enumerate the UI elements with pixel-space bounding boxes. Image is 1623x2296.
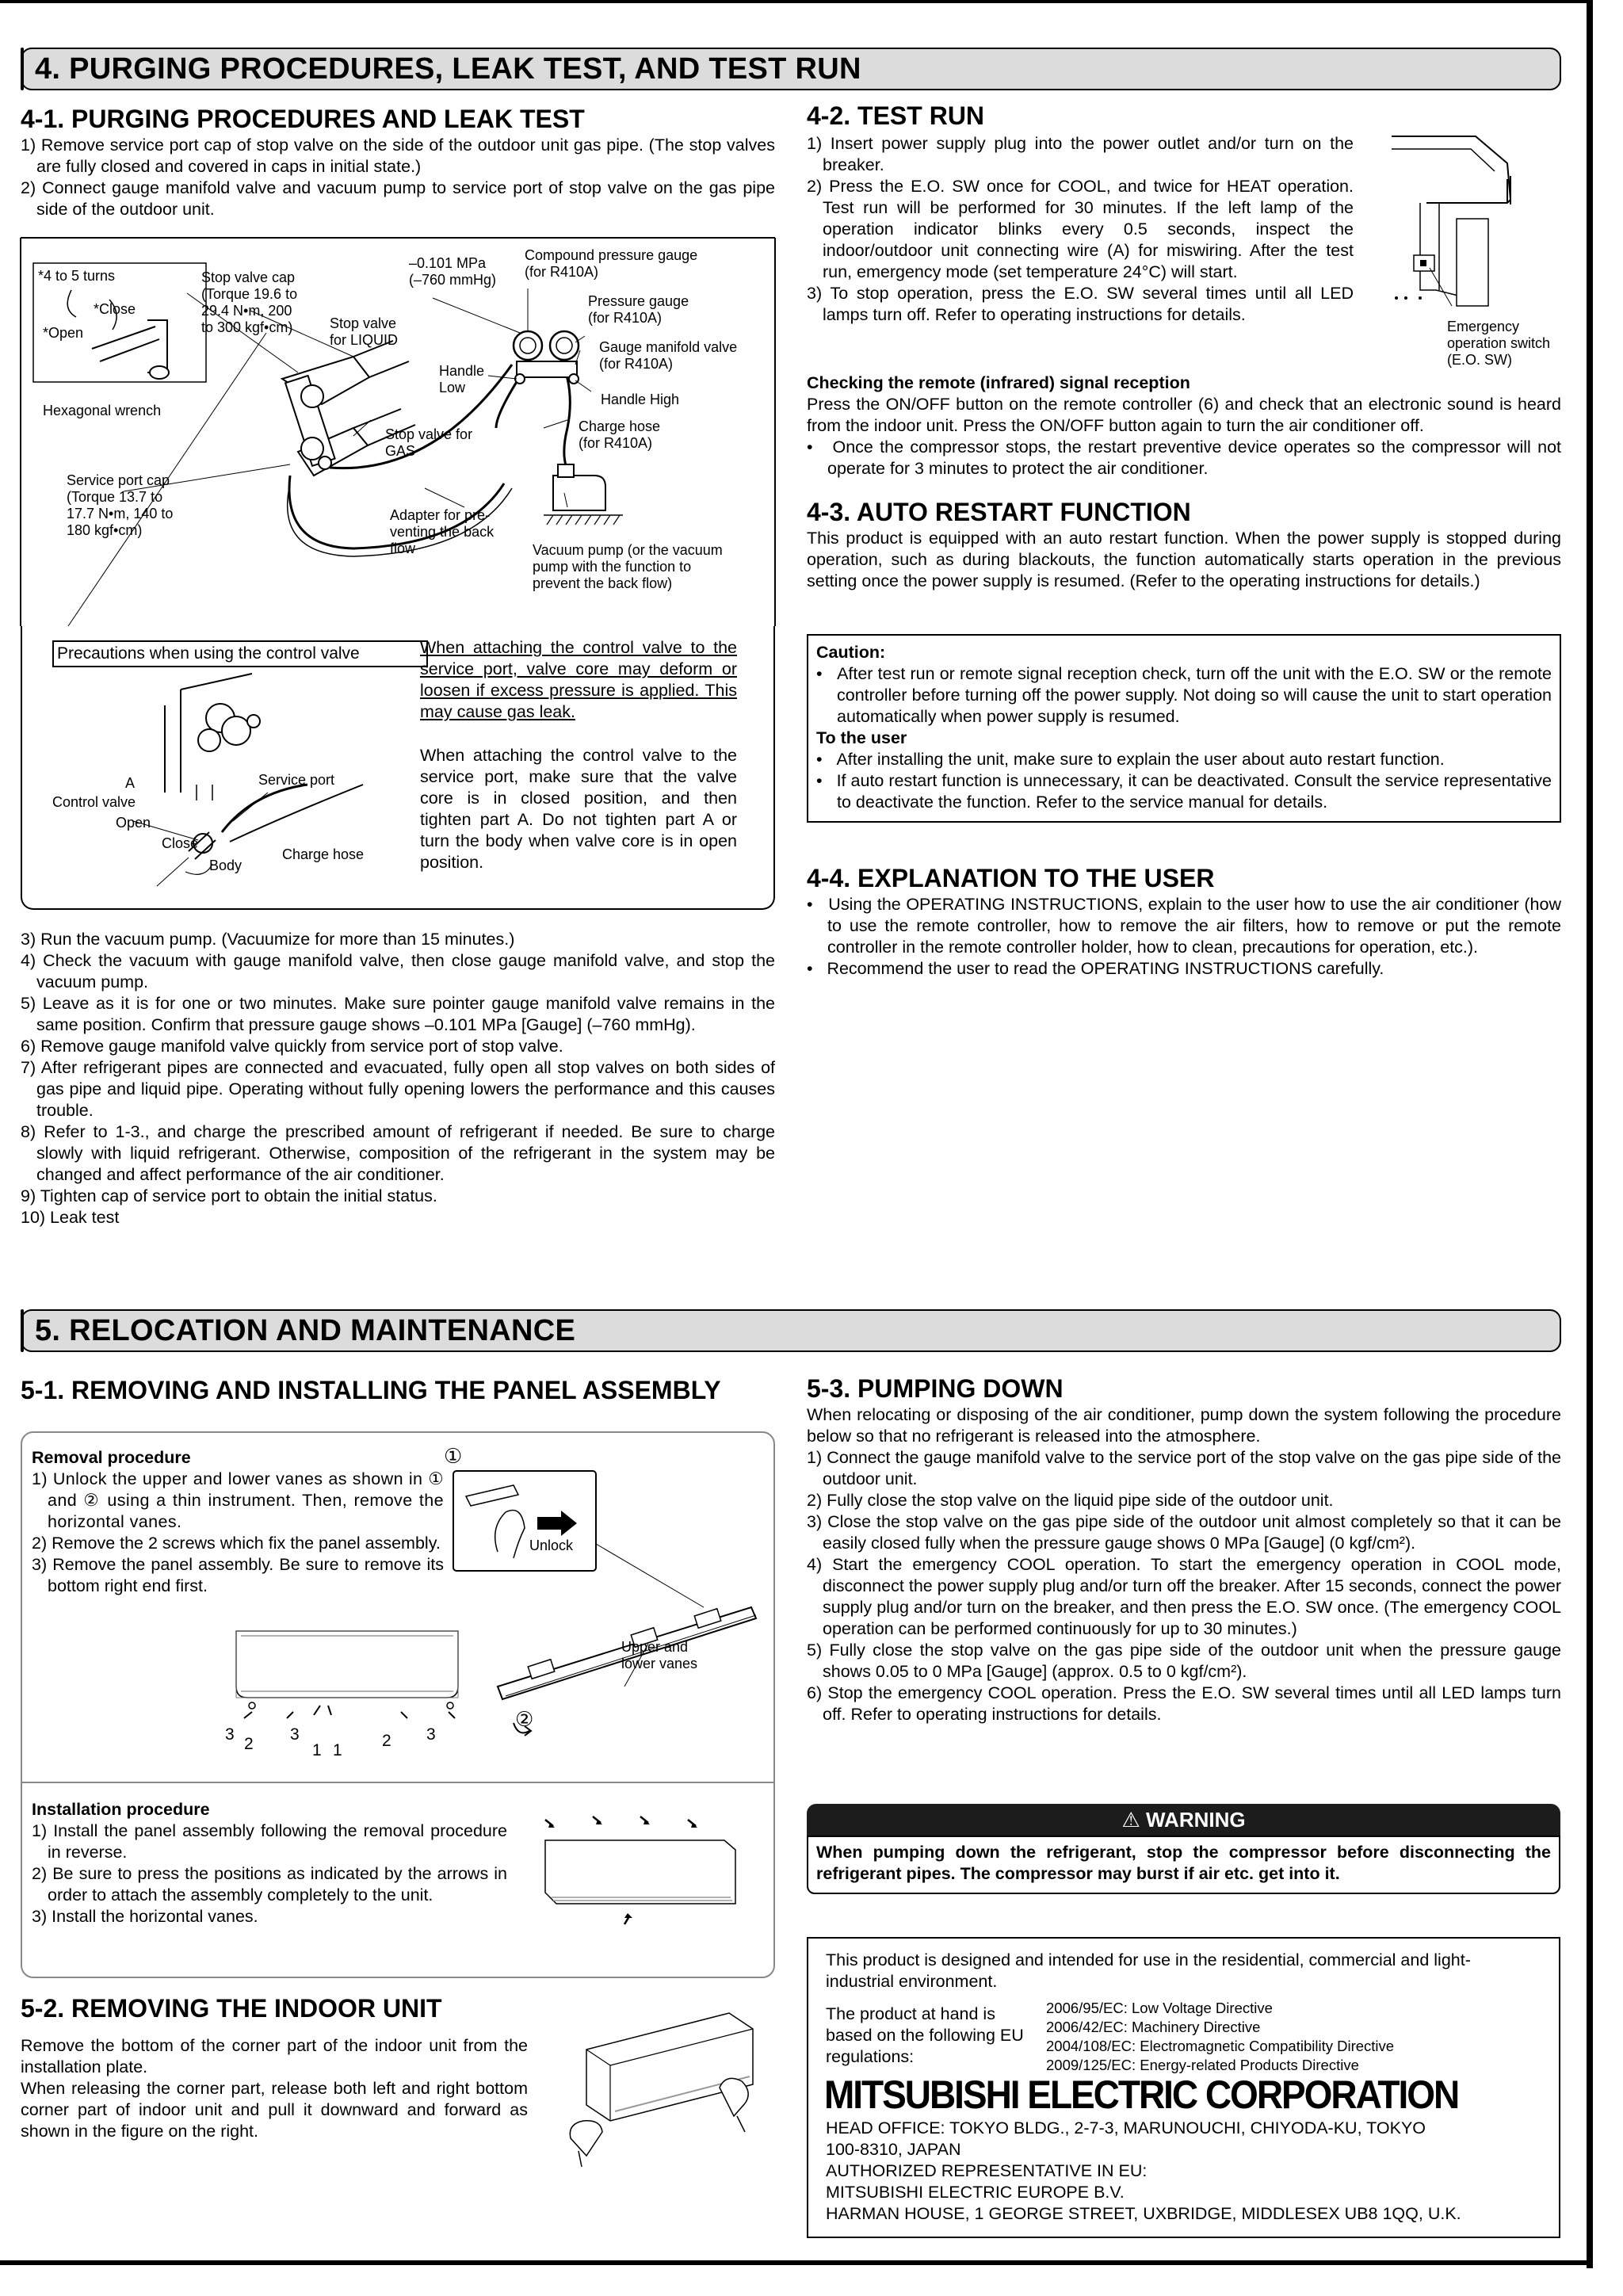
address-block — [826, 2118, 1539, 2225]
compliance-line: This product is designed and intended for use in the residential, commercial and light-industrial environment. — [826, 1950, 1471, 1991]
eu-regulations-label: The product at hand is based on the following EU regulations: — [826, 2004, 1024, 2066]
heading-4-4: 4-4. EXPLANATION TO THE USER — [807, 864, 1215, 892]
warning-text: When pumping down the refrigerant, stop the compressor before disconnecting the refrigerant pipes. The compressor may burst if air etc. get into it. — [816, 1843, 1551, 1883]
label-charge-hose: Charge hose (for R410A) — [579, 418, 661, 451]
heading-4-2: 4-2. TEST RUN — [807, 101, 985, 130]
removal-step: 2) Remove the 2 screws which fix the panel assembly. — [32, 1534, 441, 1553]
remote-check-text: Press the ON/OFF button on the remote controller (6) and check that an electronic sound is heard from the indoor unit. Press the ON/OFF button again to turn the air conditioner off. — [807, 395, 1561, 435]
bullet-text: Using the OPERATING INSTRUCTIONS, explain to the user how to use the air conditioner (how to use the remote controller, how to remove the air filters, how to remove or put the remote controller in the remote controller holder, how to clean, precautions for operation, etc.). — [827, 895, 1561, 957]
test-run-steps — [807, 133, 1354, 326]
label-turns: *4 to 5 turns — [38, 268, 116, 284]
section-5-banner — [21, 1309, 1561, 1352]
explanation-bullet: • Using the OPERATING INSTRUCTIONS, explain to the user how to use the air conditioner (how to use the remote controller, how to remove the air filters, how to remove or put the remote controller in the remote controller holder, how to clean, precautions for operation, etc.). — [807, 895, 1561, 957]
label-service-port: Service port — [258, 772, 335, 788]
label-unlock: Unlock — [529, 1538, 574, 1553]
label-emergency-switch: Emergency operation switch (E.O. SW) — [1447, 319, 1551, 368]
label-vacuum-pump: Vacuum pump (or the vacuum pump with the function to prevent the back flow) — [533, 542, 723, 591]
address-line: 100-8310, JAPAN — [826, 2140, 961, 2159]
section-4-title: 4. PURGING PROCEDURES, LEAK TEST, AND TEST RUN — [35, 52, 861, 86]
precaution-note-2: When attaching the control valve to the service port, make sure that the valve core is in closed position, and then tighten part A. Do not tighten part A or turn the body when valve core is in open position. — [420, 746, 737, 872]
purging-steps — [21, 929, 775, 1228]
remote-check — [807, 372, 1561, 479]
label-handle-low: Handle Low — [439, 363, 485, 395]
bullet-text: After installing the unit, make sure to explain the user about auto restart function. — [836, 750, 1445, 769]
step-item: 6) Remove gauge manifold valve quickly from service port of stop valve. — [21, 1037, 563, 1056]
heading-4-1: 4-1. PURGING PROCEDURES AND LEAK TEST — [21, 105, 585, 133]
callout-1-left: 1 — [312, 1741, 322, 1759]
step-item: 1) Insert power supply plug into the power outlet and/or turn on the breaker. — [807, 134, 1354, 174]
label-adapter: Adapter for pre- venting the back flow — [390, 507, 495, 556]
label-pressure-gauge: Pressure gauge (for R410A) — [588, 293, 689, 326]
install-step: 1) Install the panel assembly following the removal procedure in reverse. — [32, 1821, 507, 1862]
removal-procedure — [32, 1447, 444, 1597]
label-open: *Open — [43, 325, 84, 341]
purging-diagram — [21, 238, 775, 626]
pumping-step: 2) Fully close the stop valve on the liquid pipe side of the outdoor unit. — [807, 1491, 1334, 1510]
precaution-note-1: When attaching the control valve to the service port, valve core may deform or loosen if excess pressure is applied. This may cause gas leak. — [420, 638, 737, 721]
indoor-unit-eo-switch-drawing — [1388, 132, 1555, 322]
label-stop-valve-liquid: Stop valve for LIQUID — [330, 315, 399, 348]
auto-restart-text: This product is equipped with an auto restart function. When the power supply is stopped during operation, such as during blackouts, the function automatically starts operation in the previous setting once the power supply is resumed. (Refer to the operating instructions for details.) — [807, 529, 1561, 590]
address-line: HEAD OFFICE: TOKYO BLDG., 2-7-3, MARUNOUCHI, CHIYODA-KU, TOKYO — [826, 2118, 1426, 2137]
pumping-step: 3) Close the stop valve on the gas pipe side of the outdoor unit almost completely so that it can be easily closed fully when the pressure gauge shows 0 MPa [Gauge] (0 kgf/cm²). — [807, 1512, 1561, 1553]
label-upper-lower-vanes: Upper and lower vanes — [621, 1639, 698, 1671]
install-step: 3) Install the horizontal vanes. — [32, 1907, 258, 1926]
warning-box — [807, 1836, 1560, 1894]
banner-edge — [21, 48, 24, 90]
company-logo: MITSUBISHI ELECTRIC CORPORATION — [824, 2073, 1459, 2117]
label-stop-valve-cap: Stop valve cap (Torque 19.6 to 29.4 N•m, 200 to 300 kgf•cm) — [201, 269, 298, 335]
bullet-text: If auto restart function is unnecessary, it can be deactivated. Consult the service representative to deactivate the function. Refer to the service manual for details. — [836, 771, 1552, 812]
pumping-down — [807, 1404, 1561, 1725]
callout-3-left: 3 — [225, 1725, 235, 1744]
pumping-step: 4) Start the emergency COOL operation. To start the emergency operation in COOL mode, disconnect the power supply plug and/or turn off the breaker. After 15 seconds, connect the power supply plug and/or turn on the breaker, and then press the E.O. SW once. (The emergency COOL operation can be performed continuously for up to 30 minutes.) — [807, 1555, 1561, 1638]
banner-edge — [21, 1309, 24, 1352]
indoor-unit-removal — [21, 2035, 528, 2142]
label-close: *Close — [94, 301, 136, 317]
remote-check-heading: Checking the remote (infrared) signal reception — [807, 373, 1190, 392]
page-frame-top — [0, 0, 1593, 3]
panel-screws-drawing — [220, 1623, 482, 1726]
box-divider — [22, 1782, 773, 1783]
step-item: 10) Leak test — [21, 1208, 120, 1227]
step-item: 2) Press the E.O. SW once for COOL, and twice for HEAT operation. Test run will be performed for 30 minutes. If the left lamp of the operation indicator blinks every 0.5 seconds, inspect the indoor/outdoor unit connecting wire (A) for miswiring. After the test run, emergency mode (set temperature 24°C) will start. — [807, 177, 1354, 281]
section-5-title: 5. RELOCATION AND MAINTENANCE — [35, 1314, 576, 1347]
explanation-list — [807, 894, 1561, 980]
explanation-bullet: • Recommend the user to read the OPERATING INSTRUCTIONS carefully. — [807, 959, 1384, 978]
heading-4-3: 4-3. AUTO RESTART FUNCTION — [807, 498, 1191, 526]
removal-text: When releasing the corner part, release both left and right bottom corner part of indoor unit and pull it downward and forward as shown in the figure on the right. — [21, 2079, 528, 2141]
marker-1: ① — [444, 1444, 463, 1468]
directive-list — [1046, 1999, 1537, 2075]
address-line: HARMAN HOUSE, 1 GEORGE STREET, UXBRIDGE, MIDDLESEX UB8 1QQ, U.K. — [826, 2204, 1461, 2223]
label-open: Open — [116, 815, 151, 831]
bullet-text: After test run or remote signal reception check, turn off the unit with the E.O. SW or the remote controller before turning off the power supply. Not doing so will cause the unit to start operation automatically when power supply is resumed. — [837, 664, 1552, 726]
page-frame-right — [1587, 0, 1593, 2268]
label-charge-hose: Charge hose — [282, 846, 365, 862]
removal-step: 1) Unlock the upper and lower vanes as shown in ① and ② using a thin instrument. Then, remove the horizontal vanes. — [32, 1469, 444, 1531]
warning-title: WARNING — [1145, 1808, 1246, 1832]
warning-icon: ⚠ — [1121, 1808, 1140, 1832]
step-item: 7) After refrigerant pipes are connected and evacuated, fully open all stop valves on both sides of gas pipe and liquid pipe. Operating without fully opening lowers the performance and this causes trouble. — [21, 1058, 775, 1120]
directive-item: 2004/108/EC: Electromagnetic Compatibility Directive — [1046, 2038, 1395, 2054]
directive-item: 2006/95/EC: Low Voltage Directive — [1046, 2000, 1273, 2016]
callout-2-right: 2 — [382, 1732, 391, 1750]
callout-2-left: 2 — [244, 1735, 254, 1753]
section-4-banner — [21, 48, 1561, 90]
step-item: 3) To stop operation, press the E.O. SW several times until all LED lamps turn off. Refer to operating instructions for details. — [807, 284, 1354, 324]
remote-check-bullet: • Once the compressor stops, the restart preventive device operates so the compressor will not operate for 3 minutes to protect the air conditioner. — [807, 437, 1561, 478]
step-item: 9) Tighten cap of service port to obtain the initial status. — [21, 1186, 437, 1205]
installation-procedure — [32, 1799, 507, 1927]
intro-step: 1) Remove service port cap of stop valve on the side of the outdoor unit gas pipe. (The stop valves are fully closed and covered in caps in initial state.) — [21, 136, 775, 176]
caution-box — [807, 634, 1561, 823]
heading-5-3: 5-3. PUMPING DOWN — [807, 1374, 1064, 1403]
address-line: MITSUBISHI ELECTRIC EUROPE B.V. — [826, 2183, 1125, 2202]
bullet-text: Recommend the user to read the OPERATING INSTRUCTIONS carefully. — [827, 959, 1384, 978]
caution-title: Caution: — [816, 643, 886, 662]
label-handle-high: Handle High — [601, 392, 680, 407]
address-line: AUTHORIZED REPRESENTATIVE IN EU: — [826, 2161, 1148, 2180]
pumping-intro: When relocating or disposing of the air conditioner, pump down the system following the procedure below so that no refrigerant is released into the atmosphere. — [807, 1405, 1561, 1446]
install-step: 2) Be sure to press the positions as indicated by the arrows in order to attach the assembly completely to the unit. — [32, 1864, 507, 1904]
label-stop-valve-gas: Stop valve for GAS — [385, 426, 473, 459]
label-pressure-reading: –0.101 MPa (–760 mmHg) — [409, 255, 497, 288]
directive-item: 2009/125/EC: Energy-related Products Directive — [1046, 2057, 1359, 2073]
label-gauge-manifold: Gauge manifold valve (for R410A) — [599, 339, 738, 372]
caution-bullet: • If auto restart function is unnecessary, it can be deactivated. Consult the service representative to deactivate the function. Refer to the service manual for details. — [816, 771, 1552, 812]
pumping-step: 1) Connect the gauge manifold valve to the service port of the stop valve on the gas pipe side of the outdoor unit. — [807, 1448, 1561, 1488]
vane-removal-drawing — [442, 1449, 775, 1742]
page-frame-bottom — [0, 2260, 1593, 2265]
caution-bullet: • After test run or remote signal reception check, turn off the unit with the E.O. SW or the remote controller before turning off the power supply. Not doing so will cause the unit to start operation automatically when power supply is resumed. — [816, 664, 1552, 726]
step-item: 8) Refer to 1-3., and charge the prescribed amount of refrigerant if needed. Be sure to charge slowly with liquid refrigerant. Otherwise, composition of the refrigerant in the system may be changed and affect performance of the air conditioner. — [21, 1122, 775, 1184]
panel-assembly-box — [21, 1431, 775, 1978]
removal-step: 3) Remove the panel assembly. Be sure to remove its bottom right end first. — [32, 1555, 444, 1595]
pumping-step: 5) Fully close the stop valve on the gas pipe side of the outdoor unit when the pressure gauge shows 0.05 to 0 MPa [Gauge] (approx. 0.5 to 0 kgf/cm²). — [807, 1641, 1561, 1681]
caution-content — [816, 642, 1552, 813]
purging-intro — [21, 135, 775, 220]
label-part-a: A — [125, 775, 136, 791]
callout-3-right: 3 — [426, 1725, 436, 1744]
directive-item: 2006/42/EC: Machinery Directive — [1046, 2019, 1261, 2035]
label-body: Body — [209, 858, 242, 873]
precaution-box — [21, 626, 775, 910]
label-close: Close — [162, 835, 199, 851]
pumping-step: 6) Stop the emergency COOL operation. Press the E.O. SW several times until all LED lamps turn off. Refer to operating instructions for details. — [807, 1683, 1561, 1724]
intro-step: 2) Connect gauge manifold valve and vacuum pump to service port of stop valve on the gas pipe side of the outdoor unit. — [21, 178, 775, 219]
warning-header — [807, 1804, 1560, 1836]
callout-1-right: 1 — [333, 1741, 342, 1759]
removal-title: Removal procedure — [32, 1448, 191, 1467]
to-user-title: To the user — [816, 728, 907, 747]
step-item: 4) Check the vacuum with gauge manifold valve, then close gauge manifold valve, and stop the vacuum pump. — [21, 951, 775, 991]
heading-5-1: 5-1. REMOVING AND INSTALLING THE PANEL ASSEMBLY — [21, 1376, 721, 1404]
install-title: Installation procedure — [32, 1800, 210, 1819]
bullet-text: Once the compressor stops, the restart preventive device operates so the compressor will not operate for 3 minutes to protect the air conditioner. — [827, 437, 1561, 478]
indoor-unit-removal-drawing — [555, 2005, 785, 2172]
step-item: 3) Run the vacuum pump. (Vacuumize for more than 15 minutes.) — [21, 930, 515, 949]
step-item: 5) Leave as it is for one or two minutes. Make sure pointer gauge manifold valve remains in the same position. Confirm that pressure gauge shows –0.101 MPa [Gauge] (–760 mmHg). — [21, 994, 775, 1034]
label-service-port-cap: Service port cap (Torque 13.7 to 17.7 N•m, 140 to 180 kgf•cm) — [67, 472, 174, 538]
panel-install-drawing — [529, 1805, 767, 1948]
heading-5-2: 5-2. REMOVING THE INDOOR UNIT — [21, 1994, 442, 2023]
label-compound-gauge: Compound pressure gauge (for R410A) — [525, 247, 698, 280]
precaution-title: Precautions when using the control valve — [52, 640, 428, 667]
label-control-valve: Control valve — [52, 794, 136, 810]
removal-text: Remove the bottom of the corner part of the indoor unit from the installation plate. — [21, 2036, 528, 2076]
callout-3-mid: 3 — [290, 1725, 300, 1744]
marker-2: ② — [515, 1707, 534, 1731]
caution-bullet: • After installing the unit, make sure to explain the user about auto restart function. — [816, 750, 1445, 769]
label-hex-wrench: Hexagonal wrench — [43, 403, 162, 418]
